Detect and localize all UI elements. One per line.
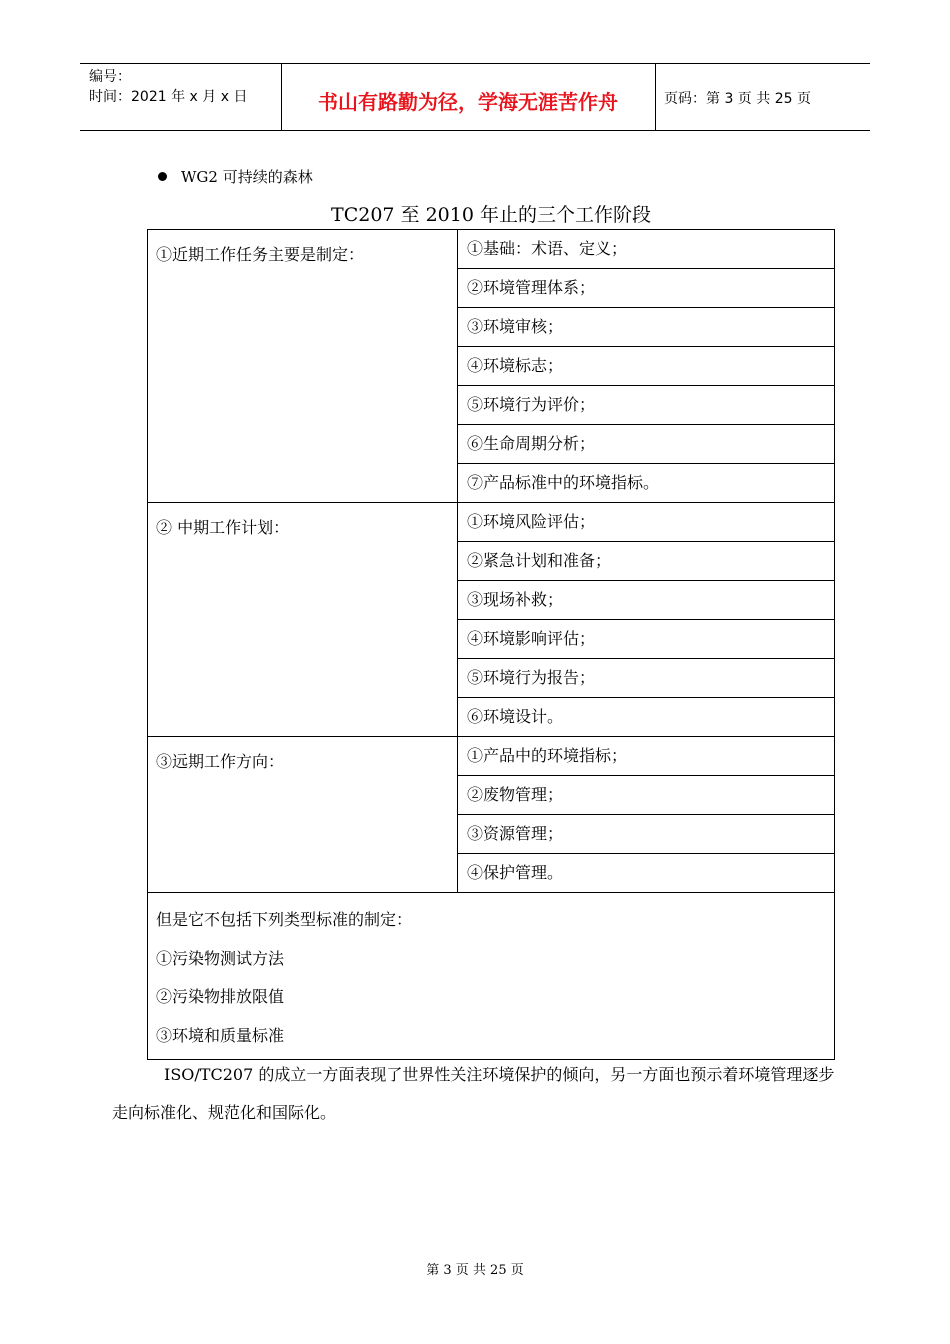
exclusions-cell (148, 893, 835, 1060)
header-meta (89, 67, 247, 107)
header-bottom-rule (80, 130, 870, 131)
stage-item: ③环境审核； (458, 308, 835, 347)
stage-item: ①环境风险评估； (458, 503, 835, 542)
header-top-rule (80, 63, 870, 64)
stage-item: ⑥环境设计。 (458, 698, 835, 737)
stage-item: ③资源管理； (458, 815, 835, 854)
stage-item: ④保护管理。 (458, 854, 835, 893)
header-divider (655, 63, 656, 131)
stage-item: ③现场补救； (458, 581, 835, 620)
stage-item: ④环境影响评估； (458, 620, 835, 659)
stage-title: ② 中期工作计划： (148, 503, 458, 737)
stage-item: ①基础：术语、定义； (458, 230, 835, 269)
stage-item: ⑤环境行为报告； (458, 659, 835, 698)
exclusion-item: ①污染物测试方法 (156, 948, 285, 968)
bullet-icon (158, 172, 167, 181)
stage-item: ②废物管理； (458, 776, 835, 815)
header-motto: 书山有路勤为径，学海无涯苦作舟 (318, 90, 618, 114)
stages-table (147, 229, 835, 1060)
stage-item: ②环境管理体系； (458, 269, 835, 308)
body-paragraph (112, 1056, 842, 1132)
number-label: 编号： (89, 69, 131, 85)
time-label: 时间：2021 年 x 月 x 日 (89, 89, 248, 105)
page-footer: 第 3 页 共 25 页 (426, 1263, 524, 1278)
stage-item: ⑦产品标准中的环境指标。 (458, 464, 835, 503)
table-row (148, 893, 835, 1060)
stage-title: ③远期工作方向： (148, 737, 458, 893)
table-row (148, 230, 835, 269)
exclusions-intro: 但是它不包括下列类型标准的制定： (156, 910, 413, 929)
stage-item: ②紧急计划和准备； (458, 542, 835, 581)
table-row (148, 737, 835, 776)
exclusion-item: ②污染物排放限值 (156, 987, 285, 1006)
bullet-item (158, 166, 313, 187)
table-row (148, 503, 835, 542)
bullet-text: WG2 可持续的森林 (181, 168, 313, 186)
stage-item: ④环境标志； (458, 347, 835, 386)
stage-item: ⑥生命周期分析； (458, 425, 835, 464)
paragraph-text: ISO/TC207 的成立一方面表现了世界性关注环境保护的倾向，另一方面也预示着环境管理逐步走向标准化、规范化和国际化。 (112, 1065, 835, 1122)
stage-item: ⑤环境行为评价； (458, 386, 835, 425)
exclusion-item: ③环境和质量标准 (156, 1025, 285, 1045)
stage-title: ①近期工作任务主要是制定： (148, 230, 458, 503)
table-title: TC207 至 2010 年止的三个工作阶段 (331, 204, 651, 226)
stage-item: ①产品中的环境指标； (458, 737, 835, 776)
header-page-info: 页码：第 3 页 共 25 页 (664, 91, 811, 107)
